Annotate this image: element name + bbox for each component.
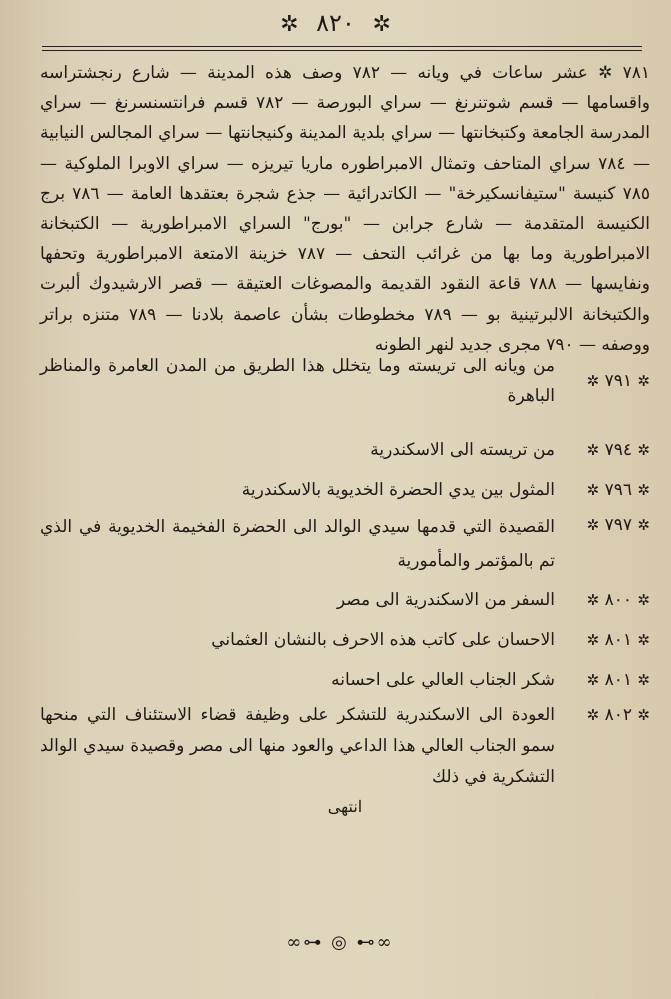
star-icon: ✲ (586, 480, 600, 499)
star-icon: ✲ (637, 630, 650, 649)
star-icon: ✲ (637, 440, 650, 459)
header-rule (42, 50, 642, 51)
page-header (0, 6, 671, 40)
entry-text: العودة الى الاسكندرية للتشكر على وظيفة قضاء الاستئناف التي منحها سمو الجناب العالي هذا الداعي والعود منها الى مصر وقصيدة سيدي الوالد التشكرية في ذلك (40, 705, 555, 788)
entry-number: ✲ ٧٩١ ✲ (586, 370, 650, 391)
toc-entry (40, 430, 650, 470)
star-icon: ✲ (586, 630, 600, 649)
entry-number: ✲ ٨٠١ ✲ (586, 629, 650, 650)
toc-entry (40, 660, 650, 700)
entry-number: ✲ ٧٩٦ ✲ (586, 479, 650, 500)
star-icon: ✲ (586, 371, 600, 390)
entry-number: ✲ ٨٠١ ✲ (586, 669, 650, 690)
star-icon: ✲ (586, 706, 600, 725)
entry-text: الاحسان على كاتب هذه الاحرف بالنشان العثماني (211, 629, 555, 650)
star-icon: ✲ (637, 706, 650, 725)
entry-text: القصيدة التي قدمها سيدي الوالد الى الحضرة الفخيمة الخديوية في الذي تم بالمؤتمر والمأمورية (40, 517, 555, 572)
footer-ornament: ∞⊶ ◎ ⊷∞ (286, 932, 394, 953)
entry-number: ✲ ٧٩٧ ✲ (586, 515, 650, 536)
star-icon: ✲ (586, 516, 600, 535)
entry-number: ✲ ٧٩٤ ✲ (586, 439, 650, 460)
toc-entry (40, 700, 650, 796)
entry-text: شكر الجناب العالي على احسانه (331, 669, 555, 690)
star-icon: ✲ (637, 670, 650, 689)
ornament-icon: ✲ (280, 12, 299, 37)
entry-text: من ويانه الى تريسته وما يتخلل هذا الطريق من المدن العامرة والمناظر الباهرة (40, 356, 555, 407)
entry-number: ✲ ٨٠٢ ✲ (586, 705, 650, 726)
toc-entry (40, 580, 650, 620)
header-rule (42, 46, 642, 47)
star-icon: ✲ (586, 440, 600, 459)
entry-text: السفر من الاسكندرية الى مصر (336, 589, 555, 610)
page-number: ٨٢٠ (316, 9, 355, 37)
toc-entry (40, 470, 650, 510)
star-icon: ✲ (586, 590, 600, 609)
page-body (40, 58, 650, 822)
toc-paragraph: ٧٨١ ✲ عشر ساعات في ويانه — ٧٨٢ وصف هذه المدينة — شارع رنجشتراسه واقسامها — قسم شوتنرنغ — سراي البورصة — ٧٨٢ قسم فرانتسنسرنغ — سراي المدرسة الجامعة وكتبخانتها — سراي بلدية المدينة وكنيجانتها — سراي المجالس النيابية — ٧٨٤ سراي المتاحف وتمثال الامبراطوره ماريا تيريزه — سراي الاوبرا الملوكية — ٧٨٥ كنيسة "ستيفانسكيرخة" — الكاتدرائية — جذع شجرة بعتقدها العامة — ٧٨٦ برج الكنيسة المتقدمة — شارع جرابن — "بورج" السراي الامبراطورية — الكتبخانة الامبراطورية وما بها من غرائب التحف — ٧٨٧ خزينة الامتعة الامبراطورية وتحفها ونفايسها — ٧٨٨ قاعة النقود القديمة والمصوغات العتيقة — قصر الارشيدوك ألبرت والكتبخانة الالبرتينية بو — ٧٨٩ مخطوطات بشأن عاصمة بلادنا — ٧٨٩ متنزه براتر ووصفه — ٧٩٠ مجرى جديد لنهر الطونه (40, 63, 651, 355)
entry-text: من تريسته الى الاسكندرية (370, 439, 555, 460)
toc-list (40, 356, 650, 822)
star-icon: ✲ (586, 670, 600, 689)
entry-text: المثول بين يدي الحضرة الخديوية بالاسكندرية (241, 479, 555, 500)
star-icon: ✲ (637, 590, 650, 609)
toc-entry (40, 510, 650, 580)
toc-entry (40, 620, 650, 660)
closing-word: انتهى (327, 797, 363, 817)
toc-entry (40, 356, 650, 407)
ornament-icon: ✲ (372, 12, 391, 37)
entry-number: ✲ ٨٠٠ ✲ (586, 589, 650, 610)
star-icon: ✲ (637, 516, 650, 535)
star-icon: ✲ (637, 480, 650, 499)
star-icon: ✲ (637, 371, 650, 390)
